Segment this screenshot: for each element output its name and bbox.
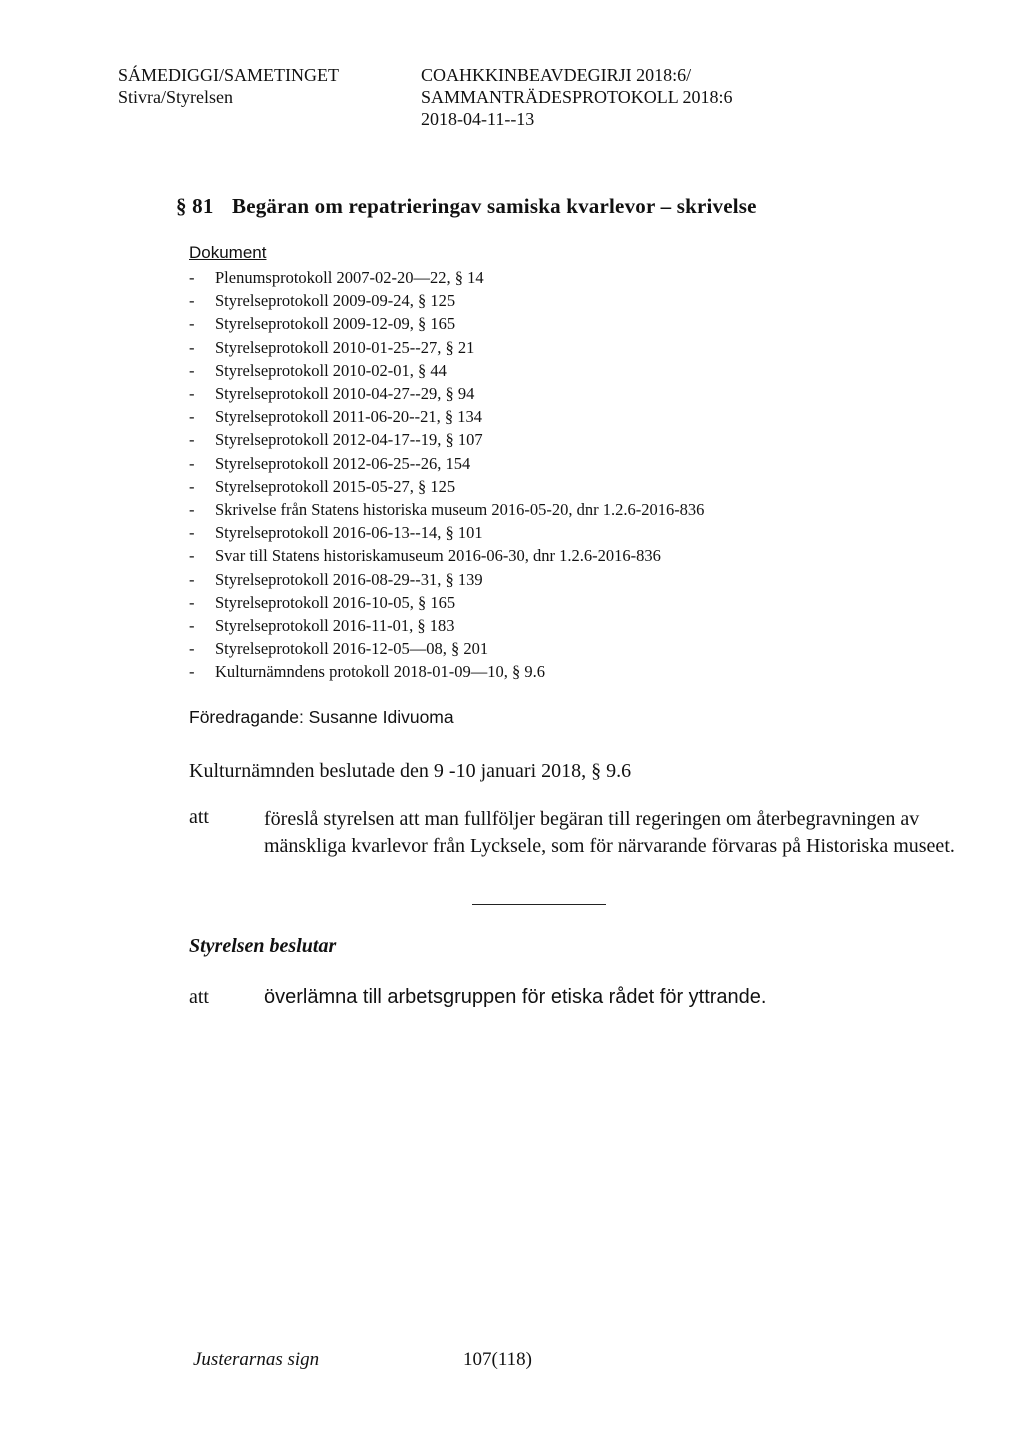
list-dash: -	[189, 268, 195, 287]
document-reference: Styrelseprotokoll 2016-08-29--31, § 139	[215, 569, 483, 589]
presenter-line: Föredragande: Susanne Idivuoma	[189, 707, 454, 727]
document-list-item	[189, 428, 704, 451]
proposal-text: föreslå styrelsen att man fullföljer begäran till regeringen om återbegravningen av mänskliga kvarlevor från Lycksele, som för närvarande förvaras på Historiska museet.	[264, 808, 955, 857]
document-list-item	[189, 660, 704, 683]
section-divider	[472, 904, 606, 905]
document-list-item	[189, 521, 704, 544]
document-list-item	[189, 591, 704, 614]
document-list-item	[189, 544, 704, 567]
document-reference: Styrelseprotokoll 2012-06-25--26, 154	[215, 453, 471, 473]
list-dash: -	[189, 384, 195, 404]
section-title: Begäran om repatrieringav samiska kvarlevor – skrivelse	[232, 194, 757, 218]
document-reference: Styrelseprotokoll 2012-04-17--19, § 107	[215, 430, 483, 450]
footer-signature-label: Justerarnas sign	[193, 1349, 320, 1370]
list-dash: -	[189, 662, 195, 682]
header-org-unit: Stivra/Styrelsen	[118, 87, 233, 107]
document-reference: Styrelseprotokoll 2009-09-24, § 125	[215, 291, 456, 311]
list-dash: -	[189, 430, 195, 450]
document-list-item	[189, 312, 704, 335]
list-dash: -	[189, 523, 195, 543]
header-protocol-swedish: SAMMANTRÄDESPROTOKOLL 2018:6	[421, 87, 733, 107]
list-dash: -	[189, 407, 195, 427]
board-decision-heading: Styrelsen beslutar	[189, 935, 337, 957]
documents-list	[189, 266, 704, 684]
document-reference: Kulturnämndens protokoll 2018-01-09—10, § 9.6	[215, 662, 545, 682]
header-protocol-date: 2018-04-11--13	[421, 109, 535, 129]
list-dash: -	[189, 360, 195, 380]
section-number: § 81	[176, 194, 214, 218]
board-decision-text: överlämna till arbetsgruppen för etiska rådet för yttrande.	[264, 986, 767, 1008]
header-protocol-info	[421, 64, 733, 130]
document-reference: Styrelseprotokoll 2016-12-05—08, § 201	[215, 639, 489, 659]
section-heading	[176, 194, 757, 219]
document-list-item	[189, 475, 704, 498]
documents-label: Dokument	[189, 243, 267, 262]
document-reference: Styrelseprotokoll 2016-10-05, § 165	[215, 592, 456, 612]
list-dash: -	[189, 453, 195, 473]
document-list-item	[189, 568, 704, 591]
document-list-item	[189, 405, 704, 428]
header-org-name: SÁMEDIGGI/SAMETINGET	[118, 65, 339, 85]
document-reference: Styrelseprotokoll 2010-02-01, § 44	[215, 360, 447, 380]
list-dash: -	[189, 291, 195, 311]
list-dash: -	[189, 476, 195, 496]
header-protocol-sami: COAHKKINBEAVDEGIRJI 2018:6/	[421, 65, 692, 85]
document-list-item	[189, 614, 704, 637]
document-reference: Styrelseprotokoll 2016-11-01, § 183	[215, 616, 455, 636]
document-reference: Styrelseprotokoll 2016-06-13--14, § 101	[215, 523, 483, 543]
document-list-item	[189, 289, 704, 312]
document-reference: Plenumsprotokoll 2007-02-20—22, § 14	[215, 268, 484, 287]
document-list-item	[189, 336, 704, 359]
document-reference: Styrelseprotokoll 2009-12-09, § 165	[215, 314, 456, 334]
document-list-item	[189, 637, 704, 660]
list-dash: -	[189, 500, 195, 520]
list-dash: -	[189, 337, 195, 357]
document-reference: Styrelseprotokoll 2015-05-27, § 125	[215, 476, 456, 496]
document-reference: Styrelseprotokoll 2010-04-27--29, § 94	[215, 384, 475, 404]
document-list-item	[189, 452, 704, 475]
list-dash: -	[189, 569, 195, 589]
document-list-item	[189, 382, 704, 405]
document-reference: Styrelseprotokoll 2010-01-25--27, § 21	[215, 337, 475, 357]
header-organization	[118, 64, 339, 108]
footer-page-number: 107(118)	[463, 1349, 532, 1370]
document-reference: Skrivelse från Statens historiska museum 2016-05-20, dnr 1.2.6-2016-836	[215, 500, 705, 520]
proposal-att-label: att	[189, 806, 209, 828]
list-dash: -	[189, 314, 195, 334]
list-dash: -	[189, 592, 195, 612]
decision-intro: Kulturnämnden beslutade den 9 -10 januari 2018, § 9.6	[189, 760, 632, 782]
document-list-item	[189, 266, 704, 289]
document-reference: Styrelseprotokoll 2011-06-20--21, § 134	[215, 407, 483, 427]
list-dash: -	[189, 639, 195, 659]
board-decision-att-label: att	[189, 986, 209, 1008]
document-reference: Svar till Statens historiskamuseum 2016-06-30, dnr 1.2.6-2016-836	[215, 546, 661, 566]
document-list-item	[189, 498, 704, 521]
list-dash: -	[189, 616, 195, 636]
document-list-item	[189, 359, 704, 382]
list-dash: -	[189, 546, 195, 566]
